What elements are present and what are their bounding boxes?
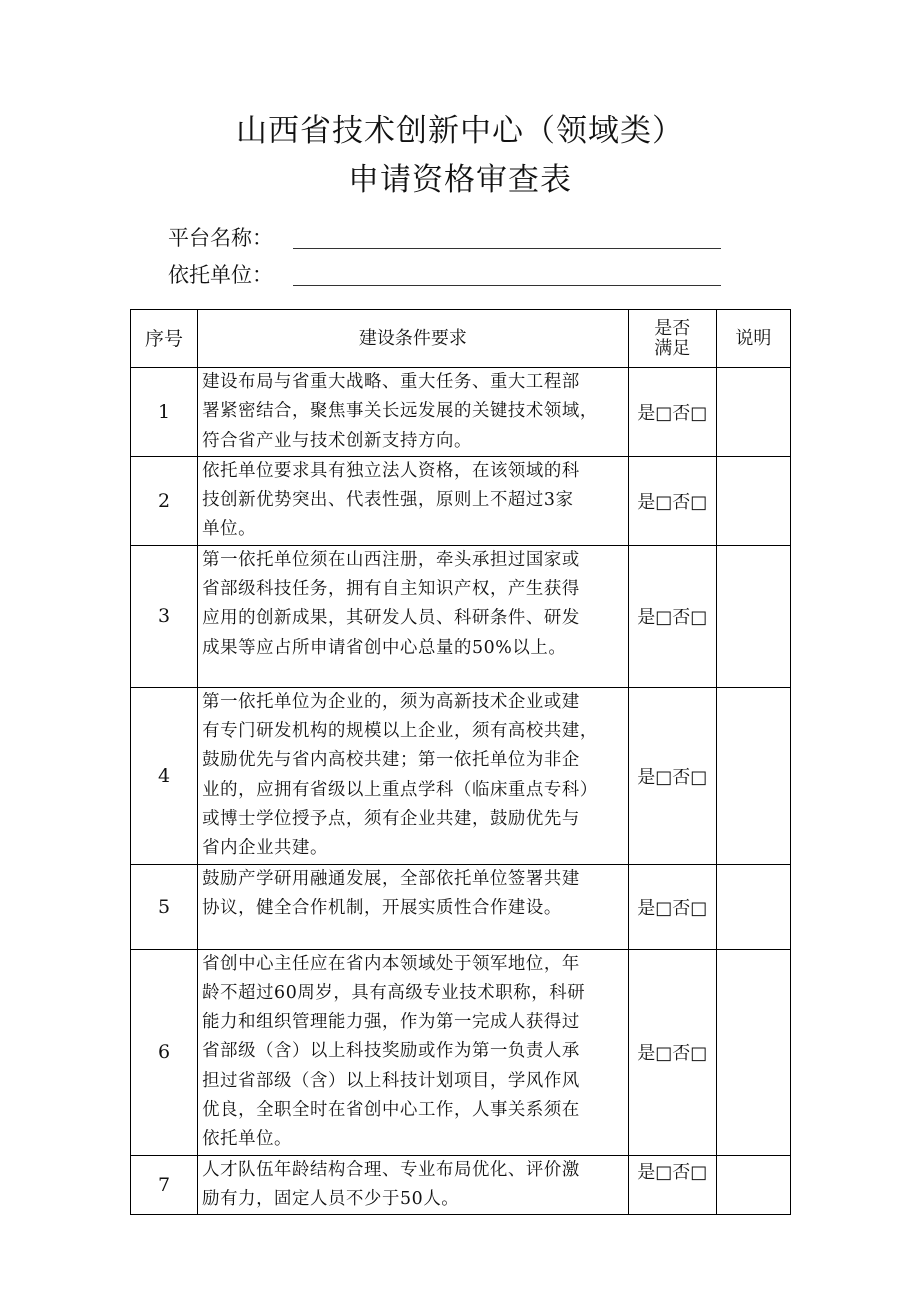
table-row <box>131 456 791 545</box>
requirement-line: 符合省产业与技术创新支持方向。 <box>202 430 472 451</box>
host-unit-label: 依托单位： <box>168 263 273 287</box>
row-requirement <box>198 1155 629 1215</box>
requirement-line: 技创新优势突出、代表性强，原则上不超过3家 <box>202 490 574 511</box>
requirement-line: 或博士学位授予点，须有企业共建，鼓励优先与 <box>202 808 580 829</box>
table-row <box>131 1155 791 1215</box>
qualification-table <box>130 309 791 1215</box>
requirement-line: 建设布局与省重大战略、重大任务、重大工程部 <box>202 372 580 392</box>
requirement-line: 省内企业共建。 <box>202 838 329 859</box>
platform-name-field <box>168 224 273 252</box>
note-cell[interactable] <box>716 687 790 864</box>
row-requirement <box>198 864 629 949</box>
document-title-line1: 山西省技术创新中心（领域类） <box>236 113 684 149</box>
requirement-line: 省创中心主任应在省内本领域处于领军地位，年 <box>202 953 580 974</box>
note-cell[interactable] <box>716 545 790 687</box>
row-num: 1 <box>131 368 198 457</box>
row-num: 7 <box>131 1155 198 1215</box>
requirement-line: 担过省部级（含）以上科技计划项目，学风作风 <box>202 1070 580 1091</box>
row-requirement <box>198 368 629 457</box>
yes-no-checkbox[interactable]: 是□否□ <box>628 864 716 949</box>
requirement-line: 第一依托单位须在山西注册，牵头承担过国家或 <box>202 549 580 570</box>
row-num: 4 <box>131 687 198 864</box>
note-cell[interactable] <box>716 368 790 457</box>
requirement-line: 鼓励产学研用融通发展，全部依托单位签署共建 <box>202 868 580 889</box>
note-cell[interactable] <box>716 949 790 1155</box>
header-num: 序号 <box>131 310 198 368</box>
requirement-line: 依托单位。 <box>202 1129 293 1150</box>
yes-no-checkbox[interactable]: 是□否□ <box>628 456 716 545</box>
row-requirement <box>198 456 629 545</box>
note-cell[interactable] <box>716 864 790 949</box>
yes-no-checkbox[interactable]: 是□否□ <box>628 1155 716 1215</box>
table-row <box>131 864 791 949</box>
host-unit-underline[interactable] <box>293 285 721 286</box>
table-row <box>131 368 791 457</box>
requirement-line: 人才队伍年龄结构合理、专业布局优化、评价激 <box>202 1159 580 1180</box>
platform-name-underline[interactable] <box>293 248 721 249</box>
requirement-line: 业的，应拥有省级以上重点学科（临床重点专科） <box>202 779 598 800</box>
host-unit-field <box>168 261 273 289</box>
header-satisfied-line2: 满足 <box>654 337 691 359</box>
row-requirement <box>198 687 629 864</box>
yes-no-checkbox[interactable]: 是□否□ <box>628 949 716 1155</box>
table-row <box>131 545 791 687</box>
yes-no-checkbox[interactable]: 是□否□ <box>628 687 716 864</box>
requirement-line: 能力和组织管理能力强，作为第一完成人获得过 <box>202 1012 580 1033</box>
requirement-line: 成果等应占所申请省创中心总量的50%以上。 <box>202 637 567 658</box>
requirement-line: 署紧密结合，聚焦事关长远发展的关键技术领域， <box>202 401 598 422</box>
header-requirement: 建设条件要求 <box>198 310 629 368</box>
table-row <box>131 949 791 1155</box>
requirement-line: 省部级科技任务，拥有自主知识产权，产生获得 <box>202 579 580 600</box>
requirement-line: 龄不超过60周岁，具有高级专业技术职称，科研 <box>202 982 586 1003</box>
platform-name-label: 平台名称： <box>168 226 273 250</box>
yes-no-checkbox[interactable]: 是□否□ <box>628 545 716 687</box>
requirement-line: 省部级（含）以上科技奖励或作为第一负责人承 <box>202 1041 580 1062</box>
row-num: 6 <box>131 949 198 1155</box>
row-requirement <box>198 949 629 1155</box>
row-num: 2 <box>131 456 198 545</box>
requirement-line: 第一依托单位为企业的，须为高新技术企业或建 <box>202 691 580 712</box>
requirement-line: 励有力，固定人员不少于50人。 <box>202 1188 460 1209</box>
row-num: 5 <box>131 864 198 949</box>
yes-no-checkbox[interactable]: 是□否□ <box>628 368 716 457</box>
header-note: 说明 <box>716 310 790 368</box>
requirement-line: 应用的创新成果，其研发人员、科研条件、研发 <box>202 608 580 629</box>
requirement-line: 优良，全职全时在省创中心工作，人事关系须在 <box>202 1100 580 1121</box>
row-num: 3 <box>131 545 198 687</box>
requirement-line: 有专门研发机构的规模以上企业，须有高校共建， <box>202 721 598 742</box>
row-requirement <box>198 545 629 687</box>
note-cell[interactable] <box>716 456 790 545</box>
header-satisfied <box>628 310 716 368</box>
requirement-line: 鼓励优先与省内高校共建；第一依托单位为非企 <box>202 750 580 771</box>
header-satisfied-line1: 是否 <box>654 317 691 339</box>
requirement-line: 单位。 <box>202 519 257 540</box>
document-title-line2: 申请资格审查表 <box>348 162 572 198</box>
requirement-line: 依托单位要求具有独立法人资格，在该领域的科 <box>202 460 580 481</box>
requirement-line: 协议，健全合作机制，开展实质性合作建设。 <box>202 897 562 918</box>
table-row <box>131 687 791 864</box>
note-cell[interactable] <box>716 1155 790 1215</box>
